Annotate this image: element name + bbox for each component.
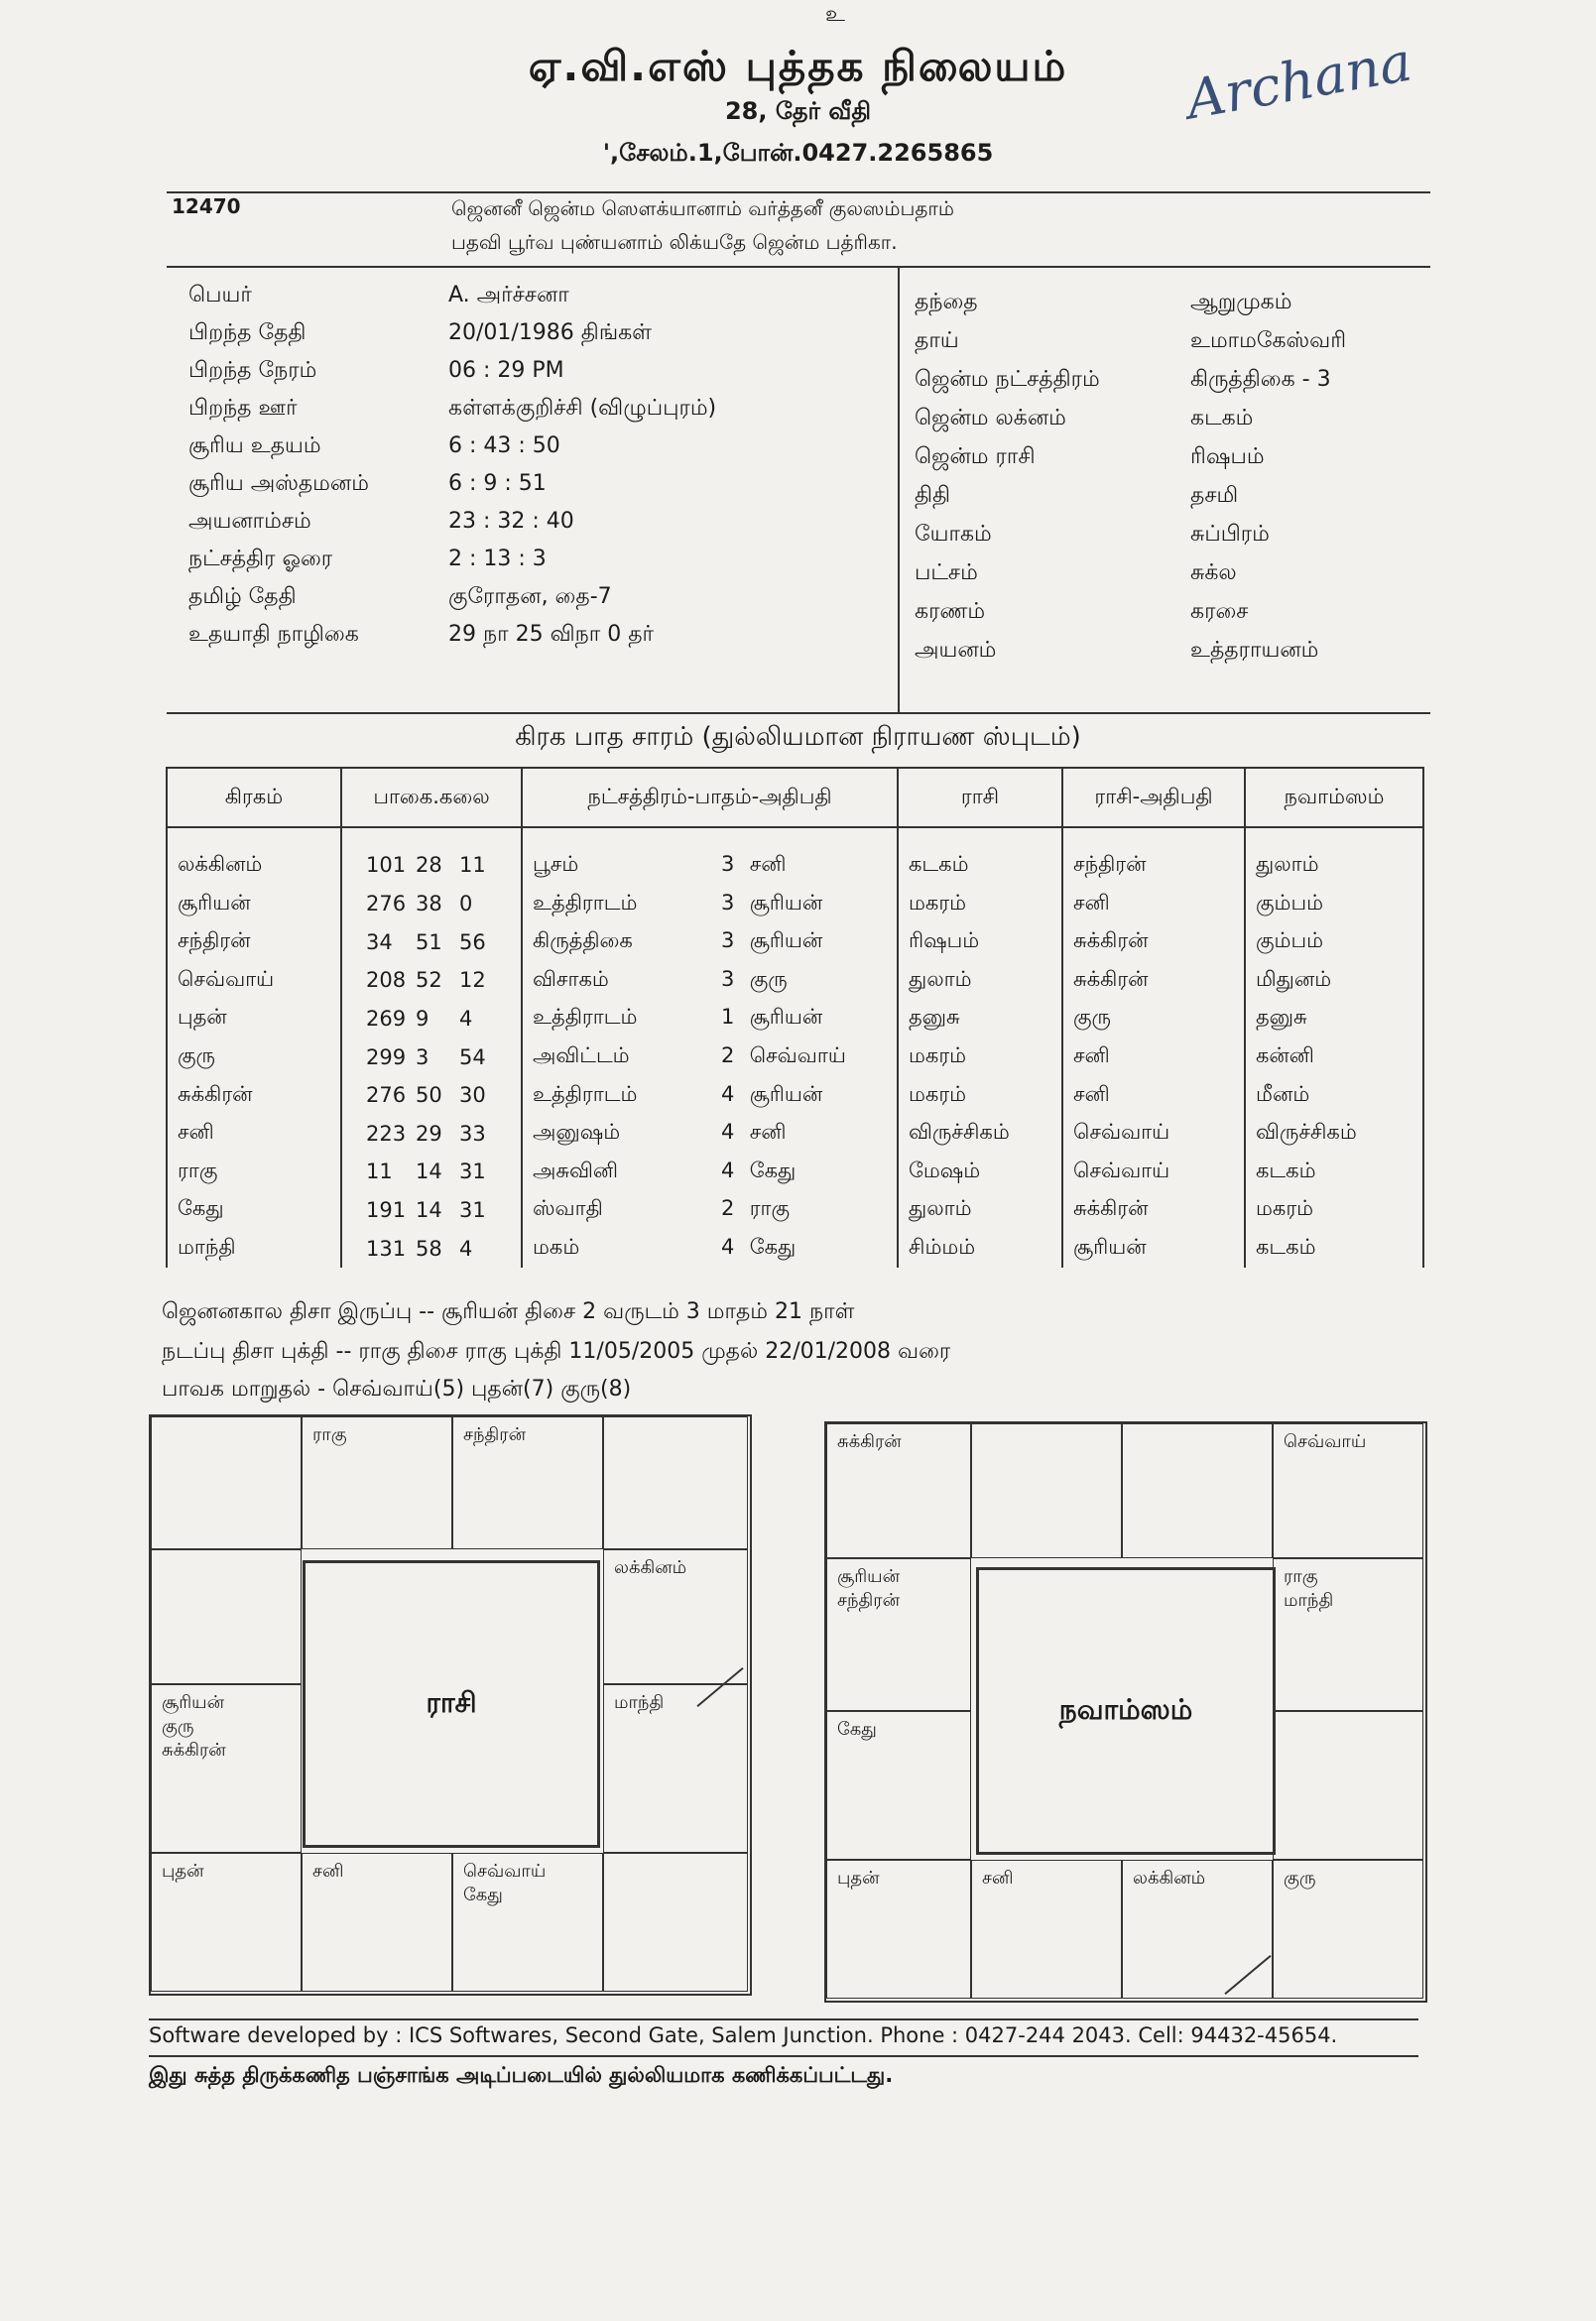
pada-value: 2 <box>721 1043 735 1068</box>
minute-value: 51 <box>416 929 442 954</box>
navamsa-chart-title: நவாம்ஸம் <box>976 1567 1276 1855</box>
rasi-chart <box>149 1414 752 1996</box>
right-detail-value: உத்தராயனம் <box>1190 638 1319 663</box>
star-name: பூசம் <box>533 851 579 876</box>
chart-house-cell: கேது <box>826 1711 971 1860</box>
planet-cell <box>522 885 898 923</box>
planet-cell <box>1062 1229 1245 1268</box>
minute-value: 29 <box>416 1121 442 1146</box>
right-detail-value: கிருத்திகை - 3 <box>1190 367 1331 392</box>
star-lord: சூரியன் <box>749 928 823 953</box>
rasi-lord-name: குரு <box>1073 1005 1112 1030</box>
planet-cell <box>341 827 522 885</box>
planet-row <box>167 1153 1423 1191</box>
planet-cell <box>1062 1076 1245 1115</box>
chart-house-cell: செவ்வாய் கேது <box>452 1853 603 1992</box>
planet-cell <box>522 1153 898 1191</box>
planet-cell <box>898 1114 1062 1153</box>
accuracy-note: இது சுத்த திருக்கணித பஞ்சாங்க அடிப்படையில் துல்லியமாக கணிக்கப்பட்டது. <box>149 2063 894 2087</box>
star-lord: செவ்வாய் <box>749 1043 846 1068</box>
right-detail-value: கரசை <box>1190 599 1249 624</box>
second-value: 33 <box>459 1121 486 1146</box>
planet-cell <box>1245 1153 1423 1191</box>
degree-value: 276 <box>366 892 407 916</box>
right-detail-value: ரிஷபம் <box>1190 444 1265 469</box>
planet-cell <box>1062 1114 1245 1153</box>
left-detail-label: பிறந்த நேரம் <box>188 358 317 383</box>
details-divider <box>898 268 900 712</box>
chart-house-cell: சூரியன் குரு சுக்கிரன் <box>151 1684 302 1853</box>
planet-cell <box>522 923 898 962</box>
pada-value: 4 <box>721 1120 735 1145</box>
header-navamsa: நவாம்ஸம் <box>1245 768 1423 827</box>
left-detail-label: சூரிய உதயம் <box>188 433 321 458</box>
planet-cell <box>1062 923 1245 962</box>
rasi-name: மகரம் <box>909 1081 967 1106</box>
second-value: 0 <box>459 892 473 916</box>
navamsa-name: கும்பம் <box>1256 928 1323 953</box>
planet-name: சுக்கிரன் <box>178 1081 253 1106</box>
planet-cell <box>1245 1114 1423 1153</box>
registration-number: 12470 <box>172 194 241 218</box>
left-detail-label: பெயர் <box>188 283 252 307</box>
header-degree: பாகை.கலை <box>341 768 522 827</box>
degree-value: 299 <box>366 1044 407 1069</box>
planet-cell <box>1245 1076 1423 1115</box>
star-lord: சூரியன் <box>749 890 823 915</box>
planet-name: குரு <box>178 1043 216 1068</box>
planet-cell <box>167 885 341 923</box>
right-detail-label: ஜென்ம ராசி <box>915 444 1036 469</box>
star-lord: கேது <box>749 1235 797 1260</box>
right-detail-value: சுப்பிரம் <box>1190 522 1270 547</box>
chart-house-cell <box>603 1853 748 1992</box>
rasi-name: கடகம் <box>909 851 969 876</box>
chart-house-cell: புதன் <box>151 1853 302 1992</box>
left-detail-label: அயனாம்சம் <box>188 509 311 534</box>
rasi-lord-name: சுக்கிரன் <box>1073 1196 1149 1221</box>
right-detail-label: தந்தை <box>915 290 978 314</box>
planet-cell <box>898 827 1062 885</box>
second-value: 31 <box>459 1197 486 1222</box>
rasi-lord-name: செவ்வாய் <box>1073 1158 1170 1182</box>
left-detail-label: உதயாதி நாழிகை <box>188 622 359 647</box>
dasha-balance: ஜெனனகால திசா இருப்பு -- சூரியன் திசை 2 வருடம் 3 மாதம் 21 நாள் <box>162 1299 855 1324</box>
publisher-name: ஏ.வி.எஸ் புத்தக நிலையம் <box>528 42 1068 90</box>
planet-name: சூரியன் <box>178 890 251 915</box>
header-rasi: ராசி <box>898 768 1062 827</box>
planet-cell <box>341 1114 522 1153</box>
divider-verse <box>167 266 1430 268</box>
divider-footer-top <box>149 2018 1418 2020</box>
star-lord: குரு <box>749 966 788 991</box>
navamsa-name: கடகம் <box>1256 1235 1316 1260</box>
verse-line-2: பதவி பூர்வ புண்யனாம் லிக்யதே ஜென்ம பத்ரிகா. <box>451 230 898 254</box>
chart-house-cell: ராகு மாந்தி <box>1273 1558 1423 1711</box>
left-detail-value: 20/01/1986 திங்கள் <box>448 320 653 345</box>
planet-row <box>167 1076 1423 1115</box>
minute-value: 9 <box>416 1006 430 1031</box>
planet-table-header-row <box>167 768 1423 827</box>
second-value: 31 <box>459 1160 486 1184</box>
second-value: 4 <box>459 1236 473 1261</box>
planet-table-title: கிரக பாத சாரம் (துல்லியமான நிராயண ஸ்புடம்) <box>515 722 1081 752</box>
left-detail-value: 06 : 29 PM <box>448 358 564 383</box>
degree-value: 11 <box>366 1160 393 1184</box>
rasi-name: மேஷம் <box>909 1158 981 1182</box>
degree-value: 208 <box>366 968 407 993</box>
chart-house-cell: லக்கினம் <box>1122 1860 1273 1999</box>
chart-house-cell <box>1273 1711 1423 1860</box>
chart-house-cell: ராகு <box>302 1416 452 1549</box>
left-detail-value: A. அர்ச்சனா <box>448 283 569 307</box>
left-detail-value: 23 : 32 : 40 <box>448 509 574 534</box>
star-name: உத்திராடம் <box>533 1081 638 1106</box>
left-detail-label: பிறந்த தேதி <box>188 320 307 345</box>
planet-cell <box>1245 1000 1423 1038</box>
pada-value: 4 <box>721 1235 735 1260</box>
planet-cell <box>167 1114 341 1153</box>
left-detail-value: கள்ளக்குறிச்சி (விழுப்புரம்) <box>448 396 717 421</box>
planet-cell <box>898 885 1062 923</box>
planet-cell <box>522 1000 898 1038</box>
rasi-name: மகரம் <box>909 1043 967 1068</box>
planet-cell <box>1062 885 1245 923</box>
rasi-lord-name: சந்திரன் <box>1073 851 1147 876</box>
planet-cell <box>898 1076 1062 1115</box>
header-planet: கிரகம் <box>167 768 341 827</box>
planet-cell <box>1245 923 1423 962</box>
chart-house-cell: புதன் <box>826 1860 971 1999</box>
chart-house-cell: சூரியன் சந்திரன் <box>826 1558 971 1711</box>
left-detail-label: தமிழ் தேதி <box>188 584 297 609</box>
right-detail-label: பட்சம் <box>915 560 978 585</box>
planet-row <box>167 1229 1423 1268</box>
navamsa-name: மிதுனம் <box>1256 966 1332 991</box>
pada-value: 2 <box>721 1196 735 1221</box>
planet-cell <box>1062 1038 1245 1076</box>
degree-value: 191 <box>366 1197 407 1222</box>
publisher-city-phone: ',சேலம்.1,போன்.0427.2265865 <box>602 139 994 167</box>
verse-line-1: ஜெனனீ ஜென்ம ஸௌக்யானாம் வர்த்தனீ குலஸம்பதாம் <box>451 196 954 220</box>
planet-cell <box>167 1153 341 1191</box>
navamsa-name: மகரம் <box>1256 1196 1314 1221</box>
rasi-lord-name: சுக்கிரன் <box>1073 966 1149 991</box>
planet-cell <box>167 1076 341 1115</box>
planet-cell <box>898 1038 1062 1076</box>
planet-cell <box>898 961 1062 1000</box>
chart-house-cell <box>151 1549 302 1684</box>
planet-cell <box>341 1076 522 1115</box>
rasi-lord-name: சனி <box>1073 1081 1110 1106</box>
right-detail-label: யோகம் <box>915 522 992 547</box>
planet-cell <box>167 961 341 1000</box>
planet-cell <box>167 827 341 885</box>
right-detail-label: அயனம் <box>915 638 997 663</box>
planet-cell <box>898 1229 1062 1268</box>
pada-value: 4 <box>721 1158 735 1182</box>
planet-row <box>167 827 1423 885</box>
pada-value: 3 <box>721 966 735 991</box>
chart-house-cell: குரு <box>1273 1860 1423 1999</box>
left-detail-value: 2 : 13 : 3 <box>448 547 547 571</box>
planet-cell <box>522 1191 898 1230</box>
rasi-lord-name: சுக்கிரன் <box>1073 928 1149 953</box>
second-value: 4 <box>459 1006 473 1031</box>
chart-house-cell: சனி <box>971 1860 1122 1999</box>
chart-house-cell <box>971 1423 1122 1558</box>
planet-cell <box>522 827 898 885</box>
star-lord: சூரியன் <box>749 1005 823 1030</box>
current-dasha: நடப்பு திசா புக்தி -- ராகு திசை ராகு புக்தி 11/05/2005 முதல் 22/01/2008 வரை <box>162 1339 951 1364</box>
planet-cell <box>167 1038 341 1076</box>
planet-cell <box>1062 1191 1245 1230</box>
left-detail-value: 29 நா 25 விநா 0 தர் <box>448 622 655 647</box>
planet-cell <box>1245 827 1423 885</box>
left-detail-label: பிறந்த ஊர் <box>188 396 298 421</box>
navamsa-name: துலாம் <box>1256 851 1319 876</box>
planet-row <box>167 1038 1423 1076</box>
planet-cell <box>898 1191 1062 1230</box>
planet-cell <box>1245 1191 1423 1230</box>
pada-value: 3 <box>721 890 735 915</box>
planet-cell <box>341 1000 522 1038</box>
chart-house-cell: செவ்வாய் <box>1273 1423 1423 1558</box>
planet-cell <box>167 923 341 962</box>
right-detail-value: கடகம் <box>1190 406 1254 430</box>
left-detail-label: நட்சத்திர ஓரை <box>188 547 333 571</box>
planet-cell <box>522 1076 898 1115</box>
planet-cell <box>522 1114 898 1153</box>
right-detail-value: ஆறுமுகம் <box>1190 290 1292 314</box>
publisher-street: 28, தேர் வீதி <box>724 97 872 125</box>
rasi-lord-name: சூரியன் <box>1073 1235 1147 1260</box>
minute-value: 3 <box>416 1044 430 1069</box>
degree-value: 269 <box>366 1006 407 1031</box>
planet-cell <box>1062 1000 1245 1038</box>
planet-table-body <box>167 827 1423 1268</box>
planet-cell <box>898 1153 1062 1191</box>
minute-value: 58 <box>416 1236 442 1261</box>
planet-name: புதன் <box>178 1005 227 1030</box>
star-lord: சனி <box>749 851 787 876</box>
pada-value: 1 <box>721 1005 735 1030</box>
planet-cell <box>341 961 522 1000</box>
minute-value: 14 <box>416 1197 442 1222</box>
left-detail-value: குரோதன, தை-7 <box>448 584 612 609</box>
planet-cell <box>167 1000 341 1038</box>
rasi-name: சிம்மம் <box>909 1235 976 1260</box>
planet-name: சனி <box>178 1120 214 1145</box>
planet-cell <box>341 885 522 923</box>
planet-cell <box>167 1191 341 1230</box>
planet-cell <box>898 1000 1062 1038</box>
planet-cell <box>341 923 522 962</box>
rasi-name: தனுசு <box>909 1005 960 1030</box>
right-detail-value: தசமி <box>1190 483 1239 508</box>
second-value: 54 <box>459 1044 486 1069</box>
planet-name: மாந்தி <box>178 1235 236 1260</box>
right-detail-label: கரணம் <box>915 599 986 624</box>
chart-house-cell: லக்கினம் <box>603 1549 748 1684</box>
divider-top <box>167 191 1430 193</box>
left-detail-value: 6 : 9 : 51 <box>448 471 547 496</box>
planet-name: செவ்வாய் <box>178 966 275 991</box>
minute-value: 28 <box>416 853 442 878</box>
chart-house-cell: சந்திரன் <box>452 1416 603 1549</box>
planet-cell <box>1062 827 1245 885</box>
header-rasi-lord: ராசி-அதிபதி <box>1062 768 1245 827</box>
planet-cell <box>1062 961 1245 1000</box>
planet-row <box>167 923 1423 962</box>
second-value: 56 <box>459 929 486 954</box>
divider-details <box>167 712 1430 714</box>
rasi-name: மகரம் <box>909 890 967 915</box>
degree-value: 101 <box>366 853 407 878</box>
top-symbol: உ <box>825 2 845 27</box>
right-detail-value: சுக்ல <box>1190 560 1237 585</box>
planet-cell <box>522 1038 898 1076</box>
rasi-name: துலாம் <box>909 966 972 991</box>
right-detail-label: தாய் <box>915 328 959 353</box>
planet-cell <box>522 1229 898 1268</box>
star-name: உத்திராடம் <box>533 1005 638 1030</box>
second-value: 11 <box>459 853 486 878</box>
second-value: 30 <box>459 1083 486 1108</box>
planet-row <box>167 1000 1423 1038</box>
chart-house-cell <box>1122 1423 1273 1558</box>
star-name: மகம் <box>533 1235 580 1260</box>
right-detail-label: ஜென்ம நட்சத்திரம் <box>915 367 1100 392</box>
left-detail-label: சூரிய அஸ்தமனம் <box>188 471 369 496</box>
right-detail-label: ஜென்ம லக்னம் <box>915 406 1066 430</box>
planet-row <box>167 961 1423 1000</box>
star-name: உத்திராடம் <box>533 890 638 915</box>
chart-house-cell <box>151 1416 302 1549</box>
pada-value: 4 <box>721 1081 735 1106</box>
planet-cell <box>341 1191 522 1230</box>
navamsa-name: விருச்சிகம் <box>1256 1120 1357 1145</box>
degree-value: 131 <box>366 1236 407 1261</box>
planet-cell <box>1245 885 1423 923</box>
planet-cell <box>341 1153 522 1191</box>
planet-name: சந்திரன் <box>178 928 251 953</box>
planet-row <box>167 885 1423 923</box>
star-name: விசாகம் <box>533 966 609 991</box>
planet-cell <box>898 923 1062 962</box>
degree-value: 223 <box>366 1121 407 1146</box>
planet-name: ராகு <box>178 1158 218 1182</box>
rasi-name: துலாம் <box>909 1196 972 1221</box>
star-lord: சனி <box>749 1120 787 1145</box>
planet-cell <box>1245 1229 1423 1268</box>
planet-cell <box>522 961 898 1000</box>
navamsa-chart <box>824 1421 1427 2003</box>
degree-value: 34 <box>366 929 393 954</box>
chart-house-cell: சுக்கிரன் <box>826 1423 971 1558</box>
software-credit: Software developed by : ICS Softwares, Second Gate, Salem Junction. Phone : 0427-244 2043. Cell: 94432-45654. <box>149 2023 1338 2047</box>
navamsa-name: கன்னி <box>1256 1043 1314 1068</box>
star-lord: கேது <box>749 1158 797 1182</box>
minute-value: 14 <box>416 1160 442 1184</box>
navamsa-name: மீனம் <box>1256 1081 1310 1106</box>
pada-value: 3 <box>721 928 735 953</box>
rasi-name: விருச்சிகம் <box>909 1120 1010 1145</box>
planet-name: கேது <box>178 1196 224 1221</box>
planet-row <box>167 1191 1423 1230</box>
planet-cell <box>1245 961 1423 1000</box>
star-name: கிருத்திகை <box>533 928 633 953</box>
bhava-change: பாவக மாறுதல் - செவ்வாய்(5) புதன்(7) குரு(8) <box>162 1377 632 1402</box>
pada-value: 3 <box>721 851 735 876</box>
chart-house-cell: சனி <box>302 1853 452 1992</box>
rasi-lord-name: சனி <box>1073 1043 1110 1068</box>
minute-value: 52 <box>416 968 442 993</box>
right-detail-value: உமாமகேஸ்வரி <box>1190 328 1347 353</box>
star-name: ஸ்வாதி <box>533 1196 603 1221</box>
star-name: அனுஷம் <box>533 1120 621 1145</box>
planet-cell <box>341 1038 522 1076</box>
star-lord: சூரியன் <box>749 1081 823 1106</box>
navamsa-name: கடகம் <box>1256 1158 1316 1182</box>
minute-value: 38 <box>416 892 442 916</box>
second-value: 12 <box>459 968 486 993</box>
star-name: அசுவினி <box>533 1158 619 1182</box>
planet-cell <box>1245 1038 1423 1076</box>
planet-name: லக்கினம் <box>178 851 263 876</box>
degree-value: 276 <box>366 1083 407 1108</box>
chart-house-cell <box>603 1416 748 1549</box>
rasi-lord-name: சனி <box>1073 890 1110 915</box>
header-star: நட்சத்திரம்-பாதம்-அதிபதி <box>522 768 898 827</box>
planet-table <box>166 767 1424 1268</box>
navamsa-name: கும்பம் <box>1256 890 1323 915</box>
navamsa-name: தனுசு <box>1256 1005 1307 1030</box>
star-name: அவிட்டம் <box>533 1043 630 1068</box>
right-detail-label: திதி <box>915 483 951 508</box>
divider-footer-bottom <box>149 2055 1418 2057</box>
planet-cell <box>167 1229 341 1268</box>
rasi-chart-title: ராசி <box>303 1560 600 1848</box>
star-lord: ராகு <box>749 1196 791 1221</box>
left-detail-value: 6 : 43 : 50 <box>448 433 560 458</box>
planet-row <box>167 1114 1423 1153</box>
rasi-name: ரிஷபம் <box>909 928 980 953</box>
planet-cell <box>341 1229 522 1268</box>
handwritten-name: Archana <box>1181 30 1416 132</box>
chart-house-cell: மாந்தி <box>603 1684 748 1853</box>
rasi-lord-name: செவ்வாய் <box>1073 1120 1170 1145</box>
minute-value: 50 <box>416 1083 442 1108</box>
planet-cell <box>1062 1153 1245 1191</box>
